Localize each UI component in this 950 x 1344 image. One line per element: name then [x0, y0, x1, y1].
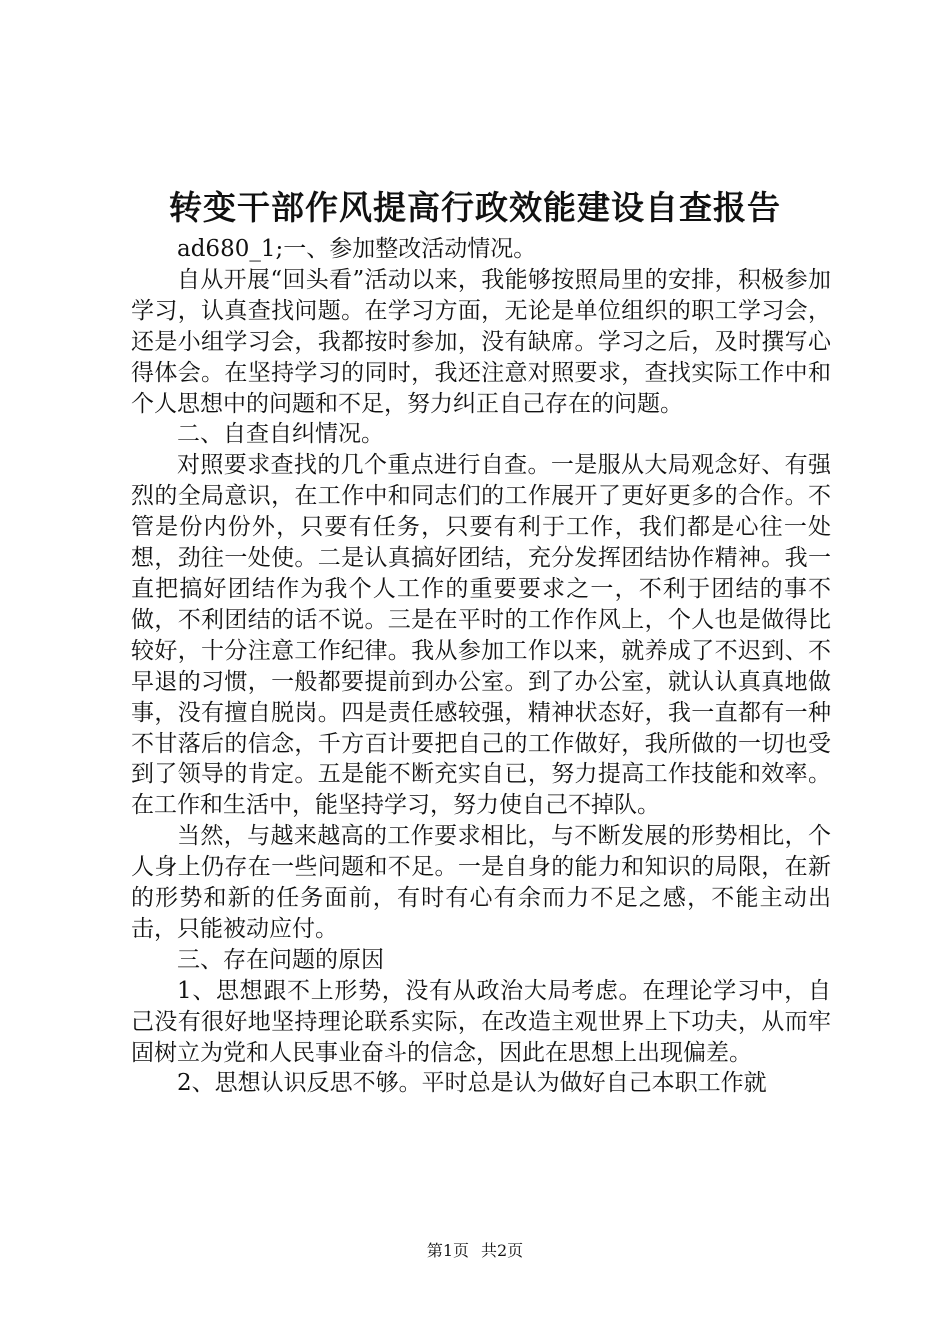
page-footer: [0, 1240, 950, 1262]
paragraph-study-participation: 自从开展“回头看”活动以来，我能够按照局里的安排，积极参加学习，认真查找问题。在学习方面，无论是单位组织的职工学习会，还是小组学习会，我都按时参加，没有缺席。学习之后，及时撰写心得体会。在坚持学习的同时，我还注意对照要求，查找实际工作中和个人思想中的问题和不足，努力纠正自己存在的问题。: [131, 266, 831, 417]
paragraph-cause-1: 1、思想跟不上形势，没有从政治大局考虑。在理论学习中，自己没有很好地坚持理论联系实际，在改造主观世界上下功夫，从而牢固树立为党和人民事业奋斗的信念，因此在思想上出现偏差。: [131, 977, 831, 1066]
paragraph-cause-2: 2、思想认识反思不够。平时总是认为做好自己本职工作就: [177, 1070, 767, 1097]
paragraph-section-1-heading: ad680_1;一、参加整改活动情况。: [177, 236, 537, 262]
page-number: 第1页: [426, 1241, 469, 1260]
page-total: 共2页: [481, 1241, 524, 1260]
document-title: 转变干部作风提高行政效能建设自查报告: [169, 188, 781, 227]
document-body: [131, 234, 831, 1099]
paragraph-self-inspection: 对照要求查找的几个重点进行自查。一是服从大局观念好、有强烈的全局意识，在工作中和同志们的工作展开了更好更多的合作。不管是份内份外，只要有任务，只要有利于工作，我们都是心往一处想，劲往一处使。二是认真搞好团结，充分发挥团结协作精神。我一直把搞好团结作为我个人工作的重要要求之一，不利于团结的事不做，不利团结的话不说。三是在平时的工作作风上，个人也是做得比较好，十分注意工作纪律。我从参加工作以来，就养成了不迟到、不早退的习惯，一般都要提前到办公室。到了办公室，就认认真真地做事，没有擅自脱岗。四是责任感较强，精神状态好，我一直都有一种不甘落后的信念，千方百计要把自己的工作做好，我所做的一切也受到了领导的肯定。五是能不断充实自已，努力提高工作技能和效率。在工作和生活中，能坚持学习，努力使自己不掉队。: [131, 452, 831, 819]
paragraph-shortcomings: 当然，与越来越高的工作要求相比，与不断发展的形势相比，个人身上仍存在一些问题和不足。一是自身的能力和知识的局限，在新的形势和新的任务面前，有时有心有余而力不足之感，不能主动出击，只能被动应付。: [131, 823, 831, 942]
paragraph-section-2-heading: 二、自查自纠情况。: [177, 421, 384, 448]
paragraph-section-3-heading: 三、存在问题的原因: [177, 946, 384, 973]
